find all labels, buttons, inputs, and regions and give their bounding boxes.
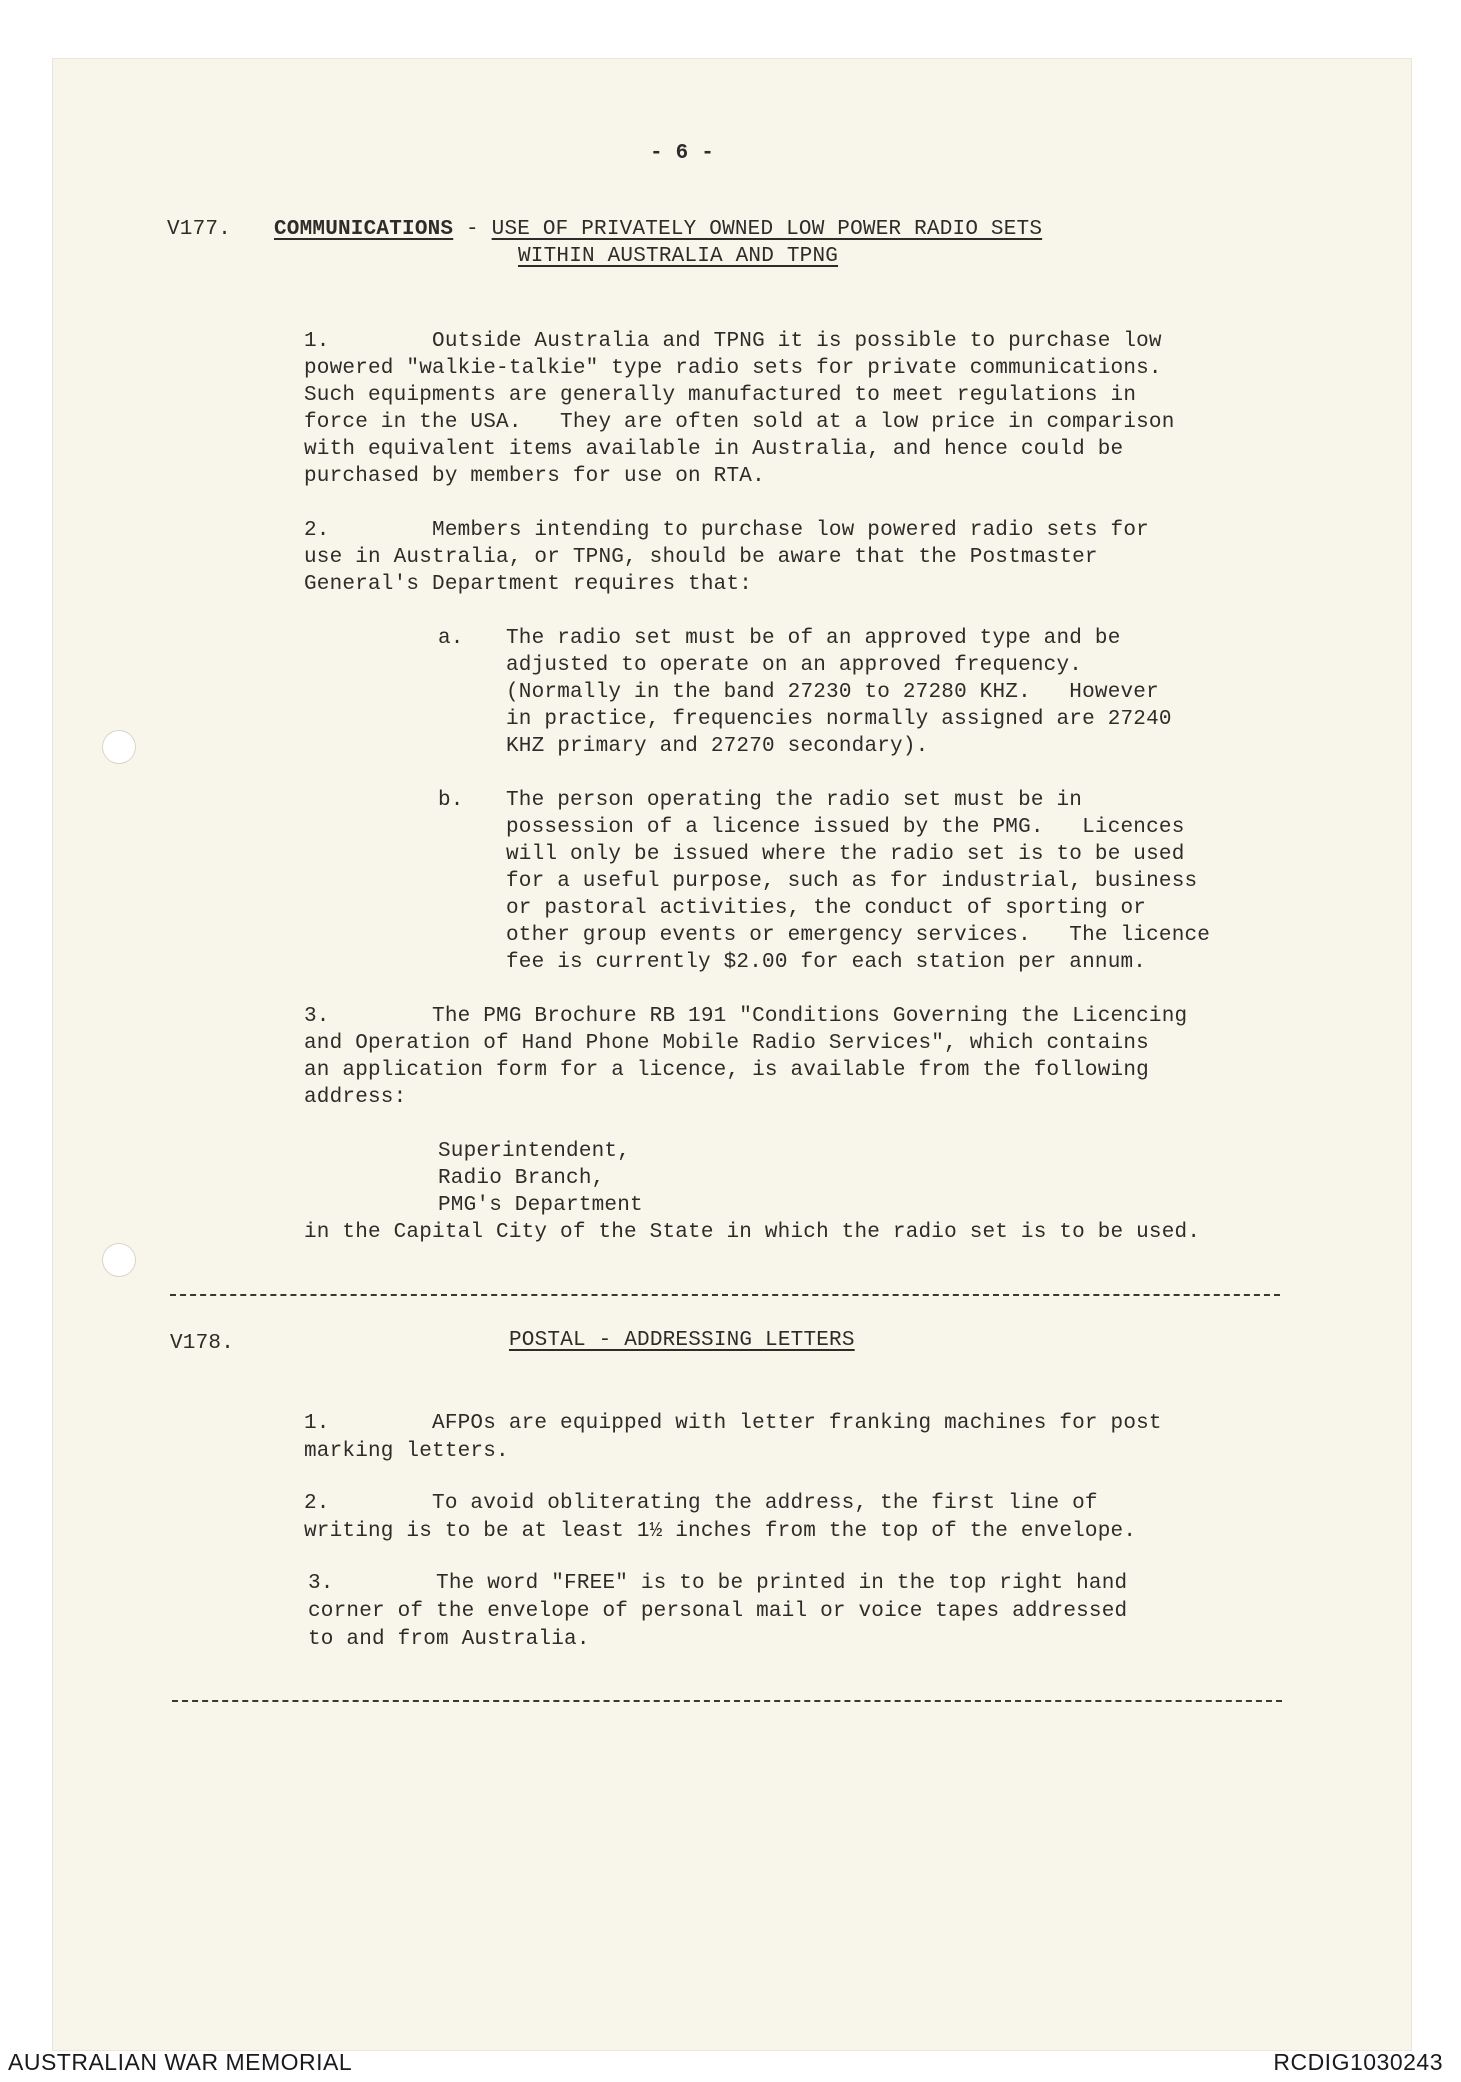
text-line: for a useful purpose, such as for industrial, business: [506, 870, 1198, 893]
item-label: a.: [438, 627, 464, 650]
section-number-v178: V178.: [170, 1332, 235, 1355]
footer-institution: AUSTRALIAN WAR MEMORIAL: [8, 2049, 353, 2075]
footer-record-id: RCDIG1030243: [1273, 2049, 1443, 2075]
text-line: will only be issued where the radio set is to be used: [506, 843, 1185, 866]
text-line: use in Australia, or TPNG, should be aware that the Postmaster: [304, 546, 1098, 569]
section-number-v177: V177.: [167, 218, 232, 241]
section-divider: [170, 1294, 1280, 1296]
text-line: The person operating the radio set must be in: [506, 789, 1083, 812]
section-title-v177: [274, 216, 1042, 243]
text-line: purchased by members for use on RTA.: [304, 465, 765, 488]
text-line: General's Department requires that:: [304, 573, 753, 596]
text-line: 3. The PMG Brochure RB 191 "Conditions Governing the Licencing: [304, 1005, 1188, 1028]
text-line: or pastoral activities, the conduct of sporting or: [506, 897, 1147, 920]
title-radio-sets: USE OF PRIVATELY OWNED LOW POWER RADIO SETS: [491, 218, 1043, 241]
text-line: Such equipments are generally manufactured to meet regulations in: [304, 384, 1137, 407]
text-line: possession of a licence issued by the PMG. Licences: [506, 816, 1185, 839]
text-line: 2. To avoid obliterating the address, the first line of: [304, 1492, 1098, 1515]
address-line: PMG's Department: [438, 1194, 643, 1217]
text-line: writing is to be at least 1½ inches from the top of the envelope.: [304, 1520, 1137, 1543]
punch-hole-bottom: [102, 1243, 136, 1277]
text-line: 1. AFPOs are equipped with letter franking machines for post: [304, 1412, 1162, 1435]
text-line: The radio set must be of an approved type and be: [506, 627, 1121, 650]
text-line: other group events or emergency services. The licence: [506, 924, 1211, 947]
address-tail: in the Capital City of the State in which the radio set is to be used.: [304, 1221, 1201, 1244]
section-title-v177-line2: WITHIN AUSTRALIA AND TPNG: [518, 245, 839, 268]
text-line: powered "walkie-talkie" type radio sets for private communications.: [304, 357, 1162, 380]
title-separator: -: [453, 218, 492, 241]
text-line: (Normally in the band 27230 to 27280 KHZ. However: [506, 681, 1159, 704]
text-line: address:: [304, 1086, 407, 1109]
item-label: b.: [438, 789, 464, 812]
text-line: 2. Members intending to purchase low powered radio sets for: [304, 519, 1149, 542]
text-line: and Operation of Hand Phone Mobile Radio Services", which contains: [304, 1032, 1149, 1055]
title-communications: COMMUNICATIONS: [274, 218, 454, 241]
document-page: [52, 58, 1412, 2051]
section-divider-bottom: [172, 1700, 1282, 1702]
text-line: KHZ primary and 27270 secondary).: [506, 735, 929, 758]
address-line: Superintendent,: [438, 1140, 631, 1163]
text-line: marking letters.: [304, 1440, 509, 1463]
text-line: 3. The word "FREE" is to be printed in the top right hand: [308, 1572, 1128, 1595]
text-line: fee is currently $2.00 for each station per annum.: [506, 951, 1147, 974]
text-line: force in the USA. They are often sold at a low price in comparison: [304, 411, 1175, 434]
text-line: an application form for a licence, is available from the following: [304, 1059, 1149, 1082]
page-number: - 6 -: [650, 142, 715, 165]
text-line: corner of the envelope of personal mail or voice tapes addressed: [308, 1600, 1128, 1623]
text-line: 1. Outside Australia and TPNG it is possible to purchase low: [304, 330, 1162, 353]
text-line: adjusted to operate on an approved frequency.: [506, 654, 1083, 677]
punch-hole-top: [102, 730, 136, 764]
address-line: Radio Branch,: [438, 1167, 605, 1190]
text-line: with equivalent items available in Australia, and hence could be: [304, 438, 1124, 461]
text-line: to and from Australia.: [308, 1628, 590, 1651]
text-line: in practice, frequencies normally assigned are 27240: [506, 708, 1172, 731]
section-title-v178: POSTAL - ADDRESSING LETTERS: [509, 1329, 855, 1352]
